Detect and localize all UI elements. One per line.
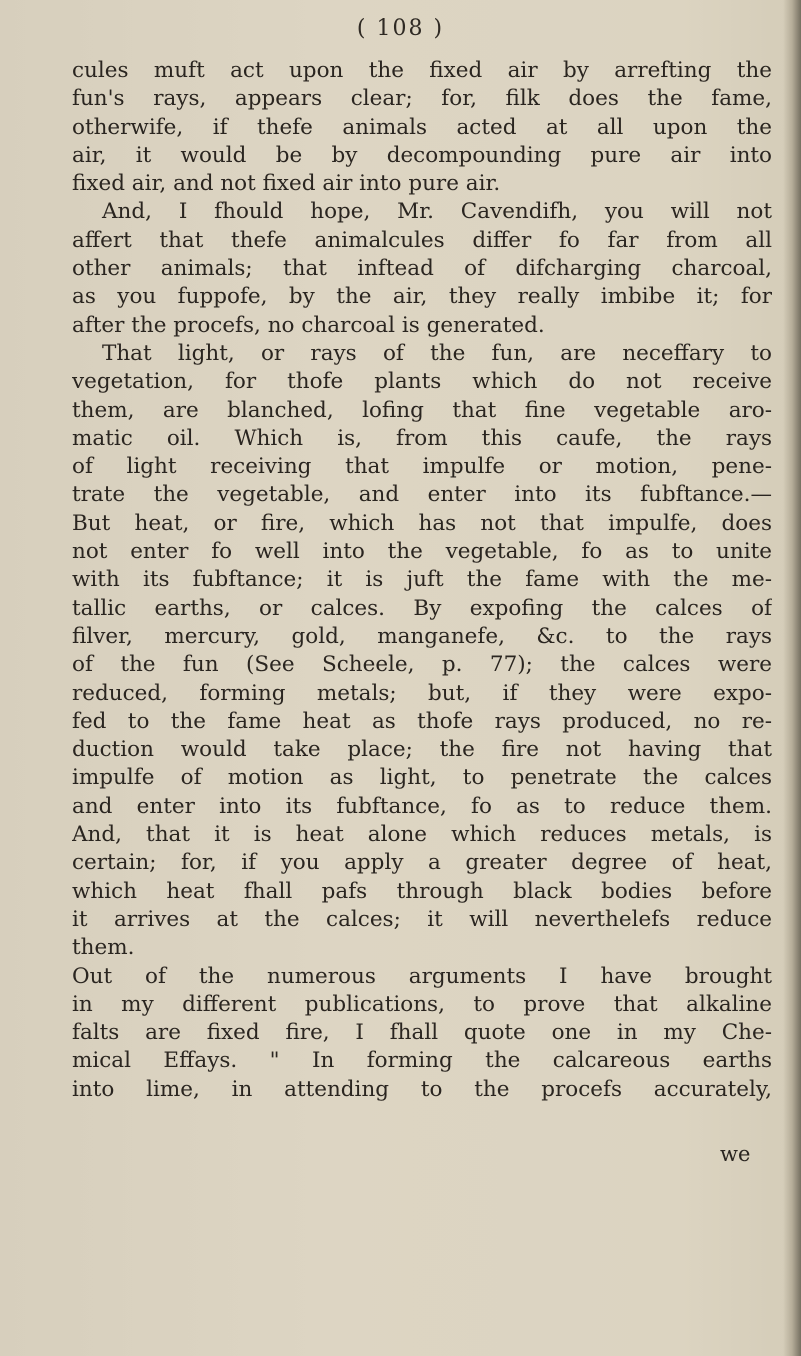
text-line: duction would take place; the fire not having that — [72, 737, 772, 763]
text-line: matic oil. Which is, from this caufe, the rays — [72, 425, 772, 451]
text-line: trate the vegetable, and enter into its fubftance.— — [72, 482, 772, 508]
text-line: certain; for, if you apply a greater degree of heat, — [72, 850, 772, 876]
body-text — [72, 57, 772, 1104]
text-line: Out of the numerous arguments I have brought — [72, 963, 772, 989]
text-line: tallic earths, or calces. By expofing the calces of — [72, 595, 772, 621]
text-line: them. — [72, 935, 135, 961]
text-line: into lime, in attending to the procefs accurately, — [72, 1076, 772, 1102]
text-line: And, that it is heat alone which reduces metals, is — [72, 822, 772, 848]
text-line: mical Effays. " In forming the calcareous earths — [72, 1048, 772, 1074]
text-line: in my different publications, to prove that alkaline — [72, 991, 772, 1017]
text-line: fed to the fame heat as thofe rays produced, no re- — [72, 708, 772, 734]
text-line: them, are blanched, lofing that fine vegetable aro- — [72, 397, 772, 423]
text-line: other animals; that inftead of difcharging charcoal, — [72, 256, 772, 282]
text-line: impulfe of motion as light, to penetrate the calces — [72, 765, 772, 791]
text-line: affert that thefe animalcules differ fo far from all — [72, 227, 772, 253]
text-line: filver, mercury, gold, manganefe, &c. to the rays — [72, 623, 772, 649]
text-line: cules muft act upon the fixed air by arrefting the — [72, 58, 772, 83]
text-line: falts are fixed fire, I fhall quote one in my Che- — [72, 1020, 772, 1046]
text-line: That light, or rays of the fun, are neceffary to — [102, 340, 772, 366]
text-line: and enter into its fubftance, fo as to reduce them. — [72, 793, 772, 819]
text-line: of light receiving that impulfe or motion, pene- — [72, 454, 772, 480]
text-line: air, it would be by decompounding pure air into — [72, 142, 772, 168]
text-line: vegetation, for thofe plants which do not receive — [72, 369, 772, 395]
page-binding-shadow — [783, 0, 801, 1356]
text-line: otherwife, if thefe animals acted at all upon the — [72, 114, 772, 140]
text-line: it arrives at the calces; it will neverthelefs reduce — [72, 906, 772, 932]
text-line: with its fubftance; it is juft the fame with the me- — [72, 567, 772, 593]
page-number: ( 108 ) — [356, 16, 445, 41]
text-line: fun's rays, appears clear; for, filk does the fame, — [72, 86, 772, 112]
catchword: we — [720, 1142, 751, 1166]
text-line: of the fun (See Scheele, p. 77); the calces were — [72, 652, 772, 678]
text-line: which heat fhall pafs through black bodies before — [72, 878, 772, 904]
text-line: as you fuppofe, by the air, they really imbibe it; for — [72, 284, 772, 310]
text-line: fixed air, and not fixed air into pure air. — [72, 171, 501, 197]
text-line: not enter fo well into the vegetable, fo as to unite — [72, 539, 772, 565]
text-line: reduced, forming metals; but, if they were expo- — [72, 680, 772, 706]
text-line: And, I fhould hope, Mr. Cavendifh, you will not — [102, 199, 772, 225]
text-line: But heat, or fire, which has not that impulfe, does — [72, 510, 772, 536]
text-line: after the procefs, no charcoal is generated. — [72, 312, 545, 338]
